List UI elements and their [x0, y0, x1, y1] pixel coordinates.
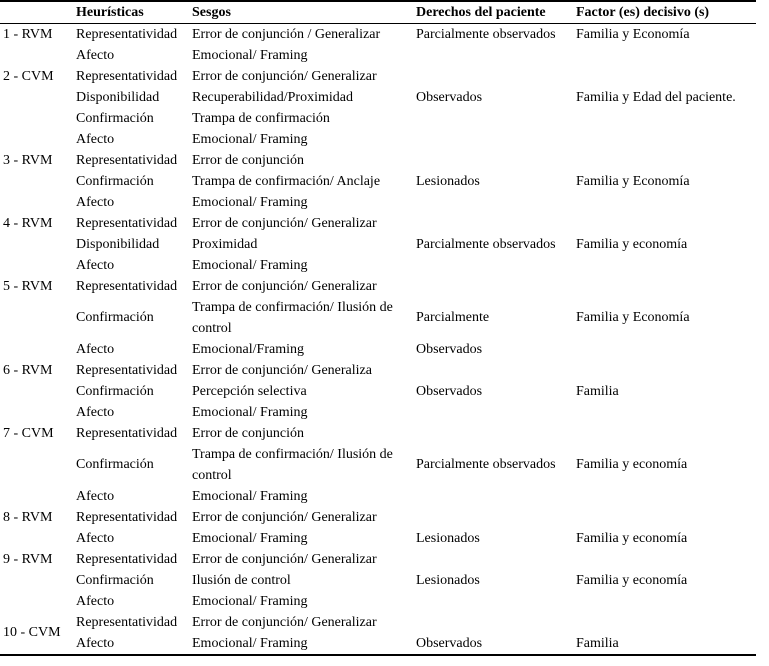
cell-bias: Ilusión de control — [192, 573, 291, 588]
header-decisive-factors: Factor (es) decisivo (s) — [576, 5, 710, 20]
header-heuristics: Heurísticas — [76, 5, 144, 20]
cell-heuristic: Afecto — [76, 132, 115, 147]
cell-heuristic: Confirmación — [76, 310, 154, 325]
cell-rights: Observados — [416, 384, 483, 399]
cell-bias: Emocional/ Framing — [192, 132, 308, 147]
cell-bias: Percepción selectiva — [192, 384, 307, 399]
cell-factor: Familia y economía — [576, 531, 688, 546]
cell-heuristic: Afecto — [76, 636, 115, 651]
cell-rights: Parcialmente observados — [416, 237, 556, 252]
cell-heuristic: Representatividad — [76, 426, 178, 441]
cell-case: 3 - RVM — [3, 153, 53, 168]
cell-case: 10 - CVM — [3, 625, 61, 640]
cell-heuristic: Afecto — [76, 342, 115, 357]
cell-rights: Lesionados — [416, 174, 480, 189]
cell-rights: Parcialmente observados — [416, 27, 556, 42]
cell-heuristic: Representatividad — [76, 552, 178, 567]
cell-heuristic: Representatividad — [76, 69, 178, 84]
cell-factor: Familia y Edad del paciente. — [576, 90, 736, 105]
cell-bias: Error de conjunción / Generalizar — [192, 27, 381, 42]
cell-case: 4 - RVM — [3, 216, 53, 231]
cell-rights: Parcialmente — [416, 310, 490, 325]
cell-case: 6 - RVM — [3, 363, 53, 378]
cell-bias: Emocional/ Framing — [192, 489, 308, 504]
cell-bias: Recuperabilidad/Proximidad — [192, 90, 353, 105]
cell-heuristic: Representatividad — [76, 615, 178, 630]
cell-heuristic: Representatividad — [76, 363, 178, 378]
cell-rights: Parcialmente observados — [416, 457, 556, 472]
cell-heuristic: Disponibilidad — [76, 90, 160, 105]
cell-bias: Trampa de confirmación/ Anclaje — [192, 174, 381, 189]
cell-bias: Error de conjunción/ Generalizar — [192, 216, 377, 231]
cell-rights: Lesionados — [416, 531, 480, 546]
header-biases: Sesgos — [192, 5, 231, 20]
cell-bias: Error de conjunción/ Generalizar — [192, 69, 377, 84]
cell-factor: Familia — [576, 384, 619, 399]
cell-bias: Emocional/ Framing — [192, 258, 308, 273]
cell-bias: Trampa de confirmación — [192, 111, 330, 126]
cell-heuristic: Afecto — [76, 594, 115, 609]
cell-bias: Emocional/ Framing — [192, 636, 308, 651]
cell-case: 9 - RVM — [3, 552, 53, 567]
cell-bias-continued: control — [192, 468, 232, 483]
cell-factor: Familia y economía — [576, 457, 688, 472]
cell-bias: Emocional/ Framing — [192, 594, 308, 609]
cell-bias: Trampa de confirmación/ Ilusión de — [192, 447, 393, 462]
cell-factor: Familia — [576, 636, 619, 651]
cell-heuristic: Confirmación — [76, 384, 154, 399]
cell-heuristic: Confirmación — [76, 111, 154, 126]
cell-bias: Error de conjunción/ Generalizar — [192, 615, 377, 630]
cell-bias: Emocional/ Framing — [192, 531, 308, 546]
header-patient-rights: Derechos del paciente — [416, 5, 546, 20]
cell-heuristic: Representatividad — [76, 510, 178, 525]
cell-case: 8 - RVM — [3, 510, 53, 525]
cell-rights: Observados — [416, 342, 483, 357]
cell-case: 5 - RVM — [3, 279, 53, 294]
cell-bias: Error de conjunción/ Generalizar — [192, 510, 377, 525]
table-bottom-rule — [0, 654, 756, 656]
cell-case: 1 - RVM — [3, 27, 53, 42]
cell-bias: Emocional/ Framing — [192, 405, 308, 420]
cell-bias: Emocional/ Framing — [192, 48, 308, 63]
cell-bias: Error de conjunción/ Generalizar — [192, 279, 377, 294]
cell-bias: Error de conjunción — [192, 426, 304, 441]
cell-bias: Emocional/Framing — [192, 342, 304, 357]
cell-case: 2 - CVM — [3, 69, 54, 84]
cell-heuristic: Afecto — [76, 258, 115, 273]
cell-bias: Trampa de confirmación/ Ilusión de — [192, 300, 393, 315]
cell-factor: Familia y economía — [576, 573, 688, 588]
cell-factor: Familia y economía — [576, 237, 688, 252]
cell-heuristic: Representatividad — [76, 27, 178, 42]
cell-bias: Proximidad — [192, 237, 258, 252]
cell-heuristic: Disponibilidad — [76, 237, 160, 252]
cell-heuristic: Confirmación — [76, 573, 154, 588]
cell-bias: Emocional/ Framing — [192, 195, 308, 210]
cell-heuristic: Representatividad — [76, 279, 178, 294]
cell-heuristic: Afecto — [76, 531, 115, 546]
cell-factor: Familia y Economía — [576, 27, 690, 42]
cell-heuristic: Afecto — [76, 405, 115, 420]
cell-heuristic: Afecto — [76, 489, 115, 504]
cell-heuristic: Representatividad — [76, 216, 178, 231]
cell-bias: Error de conjunción/ Generalizar — [192, 552, 377, 567]
cell-bias: Error de conjunción — [192, 153, 304, 168]
cell-heuristic: Confirmación — [76, 174, 154, 189]
cell-bias: Error de conjunción/ Generaliza — [192, 363, 372, 378]
cell-bias-continued: control — [192, 321, 232, 336]
cell-factor: Familia y Economía — [576, 310, 690, 325]
cell-factor: Familia y Economía — [576, 174, 690, 189]
cell-heuristic: Afecto — [76, 195, 115, 210]
cell-rights: Observados — [416, 636, 483, 651]
cell-case: 7 - CVM — [3, 426, 54, 441]
cell-heuristic: Afecto — [76, 48, 115, 63]
cell-heuristic: Confirmación — [76, 457, 154, 472]
cell-rights: Lesionados — [416, 573, 480, 588]
cell-heuristic: Representatividad — [76, 153, 178, 168]
cell-rights: Observados — [416, 90, 483, 105]
